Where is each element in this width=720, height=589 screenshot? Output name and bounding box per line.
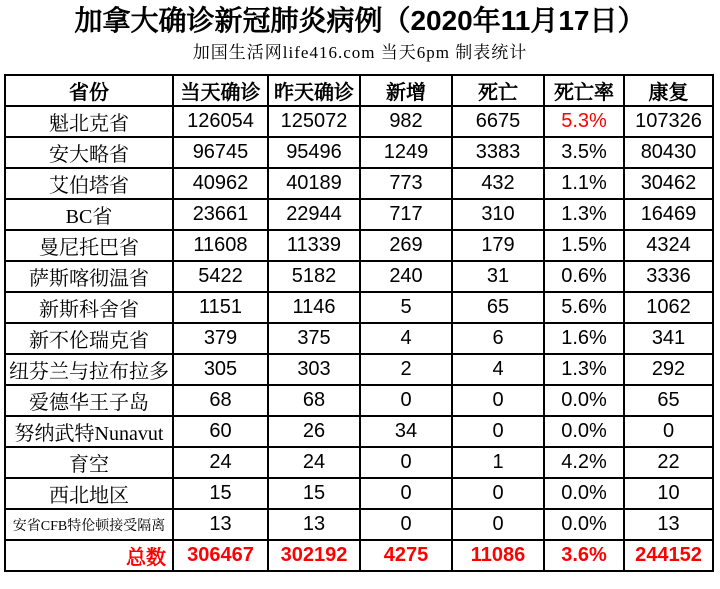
table-row: [5, 168, 713, 199]
recovered-cell: 65: [624, 385, 713, 416]
new-cases-cell: 4275: [360, 540, 452, 571]
col-header-new-cases: 新增: [360, 75, 452, 106]
recovered-cell: 80430: [624, 137, 713, 168]
new-cases-cell: 717: [360, 199, 452, 230]
table-row: [5, 478, 713, 509]
yesterday-confirmed-cell: 95496: [268, 137, 360, 168]
yesterday-confirmed-cell: 11339: [268, 230, 360, 261]
today-confirmed-cell: 1151: [173, 292, 268, 323]
table-row: [5, 261, 713, 292]
death-rate-cell: 0.0%: [544, 416, 624, 447]
deaths-cell: 0: [452, 385, 544, 416]
province-cell: 萨斯喀彻温省: [5, 261, 173, 292]
table-row: [5, 199, 713, 230]
today-confirmed-cell: 379: [173, 323, 268, 354]
death-rate-cell: 4.2%: [544, 447, 624, 478]
new-cases-cell: 0: [360, 385, 452, 416]
province-cell: 新不伦瑞克省: [5, 323, 173, 354]
table-row: [5, 230, 713, 261]
new-cases-cell: 4: [360, 323, 452, 354]
covid-stats-page: [0, 4, 720, 569]
province-cell: 安大略省: [5, 137, 173, 168]
table-row: [5, 540, 713, 571]
page-title: 加拿大确诊新冠肺炎病例（2020年11月17日）: [74, 5, 646, 36]
table-container: [4, 74, 714, 572]
recovered-cell: 10: [624, 478, 713, 509]
today-confirmed-cell: 305: [173, 354, 268, 385]
table-row: [5, 447, 713, 478]
recovered-cell: 3336: [624, 261, 713, 292]
yesterday-confirmed-cell: 24: [268, 447, 360, 478]
today-confirmed-cell: 40962: [173, 168, 268, 199]
today-confirmed-cell: 5422: [173, 261, 268, 292]
province-cell: 魁北克省: [5, 106, 173, 137]
yesterday-confirmed-cell: 303: [268, 354, 360, 385]
new-cases-cell: 269: [360, 230, 452, 261]
yesterday-confirmed-cell: 125072: [268, 106, 360, 137]
province-cell: 安省CFB特伦顿接受隔离: [5, 509, 173, 540]
table-header-row: [5, 75, 713, 106]
death-rate-cell: 3.6%: [544, 540, 624, 571]
yesterday-confirmed-cell: 5182: [268, 261, 360, 292]
yesterday-confirmed-cell: 13: [268, 509, 360, 540]
page-subtitle: 加国生活网life416.com 当天6pm 制表统计: [192, 43, 528, 62]
deaths-cell: 0: [452, 416, 544, 447]
death-rate-cell: 0.6%: [544, 261, 624, 292]
recovered-cell: 22: [624, 447, 713, 478]
today-confirmed-cell: 60: [173, 416, 268, 447]
province-cell: 总数: [5, 540, 173, 571]
deaths-cell: 11086: [452, 540, 544, 571]
new-cases-cell: 773: [360, 168, 452, 199]
recovered-cell: 341: [624, 323, 713, 354]
deaths-cell: 6: [452, 323, 544, 354]
recovered-cell: 107326: [624, 106, 713, 137]
today-confirmed-cell: 15: [173, 478, 268, 509]
deaths-cell: 0: [452, 478, 544, 509]
table-body: [5, 106, 713, 571]
table-row: [5, 354, 713, 385]
province-cell: 努纳武特Nunavut: [5, 416, 173, 447]
col-header-yesterday-confirmed: 昨天确诊: [268, 75, 360, 106]
today-confirmed-cell: 11608: [173, 230, 268, 261]
table-row: [5, 385, 713, 416]
table-row: [5, 416, 713, 447]
death-rate-cell: 0.0%: [544, 385, 624, 416]
death-rate-cell: 5.6%: [544, 292, 624, 323]
yesterday-confirmed-cell: 1146: [268, 292, 360, 323]
new-cases-cell: 5: [360, 292, 452, 323]
deaths-cell: 65: [452, 292, 544, 323]
today-confirmed-cell: 13: [173, 509, 268, 540]
recovered-cell: 1062: [624, 292, 713, 323]
province-cell: 纽芬兰与拉布拉多: [5, 354, 173, 385]
today-confirmed-cell: 23661: [173, 199, 268, 230]
province-cell: 艾伯塔省: [5, 168, 173, 199]
recovered-cell: 4324: [624, 230, 713, 261]
deaths-cell: 0: [452, 509, 544, 540]
new-cases-cell: 982: [360, 106, 452, 137]
recovered-cell: 292: [624, 354, 713, 385]
recovered-cell: 244152: [624, 540, 713, 571]
today-confirmed-cell: 68: [173, 385, 268, 416]
col-header-deaths: 死亡: [452, 75, 544, 106]
deaths-cell: 4: [452, 354, 544, 385]
col-header-death-rate: 死亡率: [544, 75, 624, 106]
province-cell: BC省: [5, 199, 173, 230]
today-confirmed-cell: 126054: [173, 106, 268, 137]
yesterday-confirmed-cell: 15: [268, 478, 360, 509]
death-rate-cell: 1.3%: [544, 354, 624, 385]
today-confirmed-cell: 96745: [173, 137, 268, 168]
province-cell: 新斯科舍省: [5, 292, 173, 323]
province-cell: 爱德华王子岛: [5, 385, 173, 416]
deaths-cell: 432: [452, 168, 544, 199]
yesterday-confirmed-cell: 22944: [268, 199, 360, 230]
today-confirmed-cell: 306467: [173, 540, 268, 571]
death-rate-cell: 1.6%: [544, 323, 624, 354]
yesterday-confirmed-cell: 375: [268, 323, 360, 354]
col-header-province: 省份: [5, 75, 173, 106]
new-cases-cell: 34: [360, 416, 452, 447]
province-cell: 西北地区: [5, 478, 173, 509]
province-cell: 育空: [5, 447, 173, 478]
new-cases-cell: 2: [360, 354, 452, 385]
deaths-cell: 179: [452, 230, 544, 261]
yesterday-confirmed-cell: 302192: [268, 540, 360, 571]
yesterday-confirmed-cell: 40189: [268, 168, 360, 199]
province-cell: 曼尼托巴省: [5, 230, 173, 261]
deaths-cell: 31: [452, 261, 544, 292]
table-row: [5, 106, 713, 137]
death-rate-cell: 0.0%: [544, 478, 624, 509]
today-confirmed-cell: 24: [173, 447, 268, 478]
new-cases-cell: 0: [360, 509, 452, 540]
table-row: [5, 323, 713, 354]
yesterday-confirmed-cell: 68: [268, 385, 360, 416]
recovered-cell: 0: [624, 416, 713, 447]
death-rate-cell: 1.3%: [544, 199, 624, 230]
new-cases-cell: 0: [360, 447, 452, 478]
table-row: [5, 509, 713, 540]
deaths-cell: 310: [452, 199, 544, 230]
new-cases-cell: 1249: [360, 137, 452, 168]
new-cases-cell: 0: [360, 478, 452, 509]
yesterday-confirmed-cell: 26: [268, 416, 360, 447]
death-rate-cell: 1.5%: [544, 230, 624, 261]
deaths-cell: 1: [452, 447, 544, 478]
death-rate-cell: 5.3%: [544, 106, 624, 137]
covid-stats-table: [4, 74, 714, 572]
death-rate-cell: 1.1%: [544, 168, 624, 199]
death-rate-cell: 0.0%: [544, 509, 624, 540]
death-rate-cell: 3.5%: [544, 137, 624, 168]
deaths-cell: 3383: [452, 137, 544, 168]
recovered-cell: 16469: [624, 199, 713, 230]
col-header-recovered: 康复: [624, 75, 713, 106]
recovered-cell: 13: [624, 509, 713, 540]
table-row: [5, 292, 713, 323]
new-cases-cell: 240: [360, 261, 452, 292]
recovered-cell: 30462: [624, 168, 713, 199]
table-row: [5, 137, 713, 168]
col-header-today-confirmed: 当天确诊: [173, 75, 268, 106]
deaths-cell: 6675: [452, 106, 544, 137]
